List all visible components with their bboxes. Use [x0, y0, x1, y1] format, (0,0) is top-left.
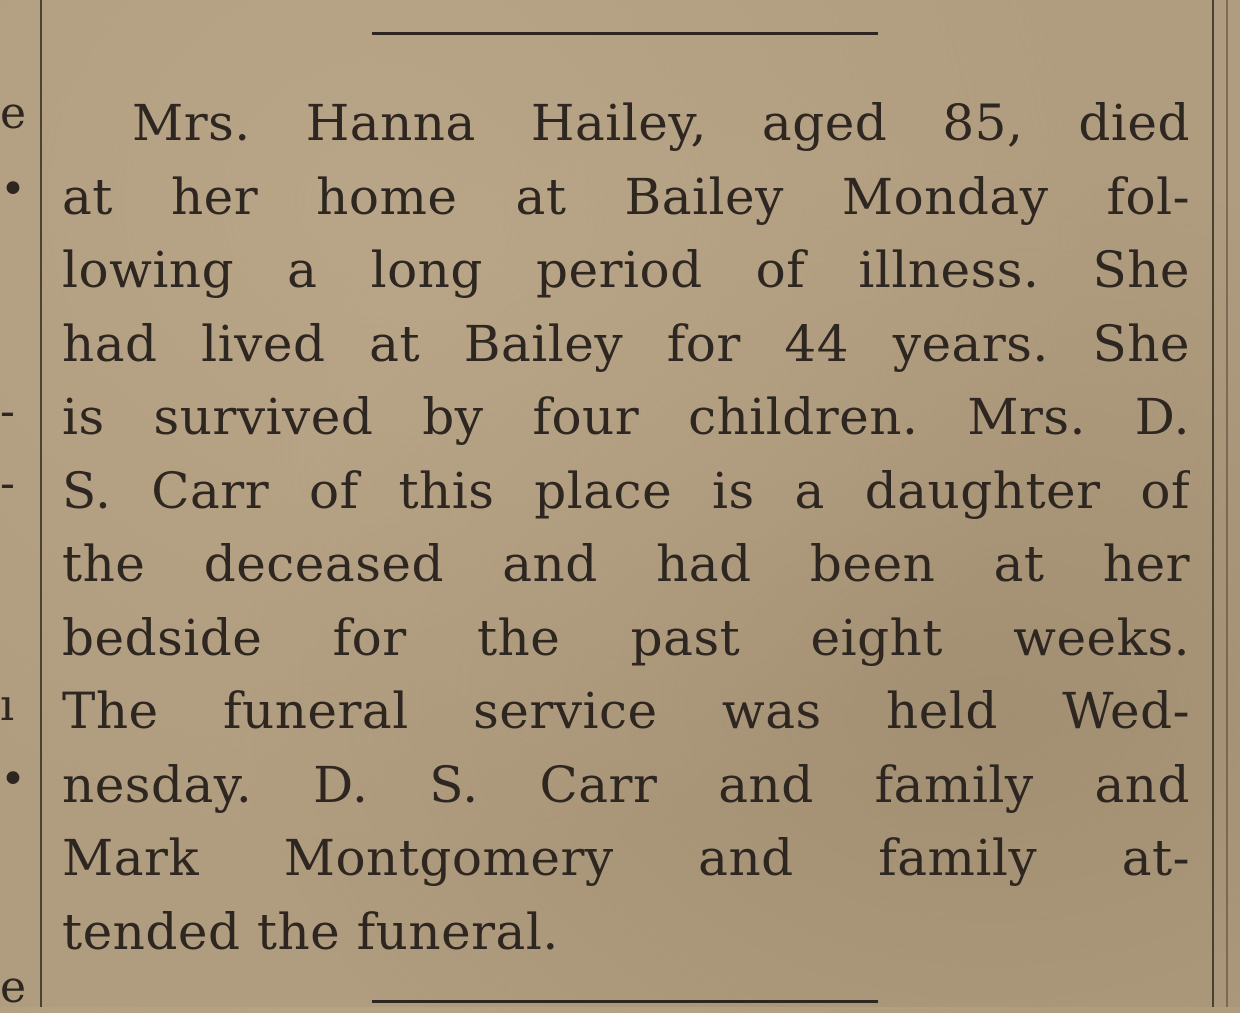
- left-column-fragments: [0, 0, 36, 1013]
- margin-fragment: •: [0, 164, 26, 215]
- article-line: bedside for the past eight weeks.: [62, 608, 1190, 667]
- article-line: is survived by four children. Mrs. D.: [62, 388, 1190, 446]
- article-line: The funeral service was held Wed-: [62, 682, 1190, 740]
- right-column-rule-outer: [1226, 0, 1228, 1007]
- left-column-rule: [40, 0, 42, 1007]
- article-line: S. Carr of this place is a daughter of: [62, 461, 1190, 520]
- margin-fragment: ı: [0, 680, 15, 731]
- margin-fragment: e: [0, 88, 27, 139]
- margin-fragment: -: [0, 386, 15, 437]
- article-line: had lived at Bailey for 44 years. She: [62, 314, 1190, 373]
- article-line: lowing a long period of illness. She: [62, 241, 1190, 299]
- margin-fragment: e: [0, 962, 27, 1013]
- article-line: nesday. D. S. Carr and family and: [62, 755, 1190, 814]
- article-line: Mark Montgomery and family at-: [62, 829, 1190, 887]
- article-line: the deceased and had been at her: [62, 535, 1190, 593]
- margin-fragment: •: [0, 754, 26, 805]
- article-line: Mrs. Hanna Hailey, aged 85, died: [132, 94, 1190, 152]
- top-separator-rule: [372, 32, 878, 35]
- right-column-rule: [1212, 0, 1214, 1007]
- obituary-article: [62, 87, 1190, 969]
- article-line: at her home at Bailey Monday fol-: [62, 167, 1190, 226]
- bottom-separator-rule: [372, 1000, 878, 1003]
- margin-fragment: -: [0, 458, 15, 509]
- article-line: tended the funeral.: [62, 902, 559, 961]
